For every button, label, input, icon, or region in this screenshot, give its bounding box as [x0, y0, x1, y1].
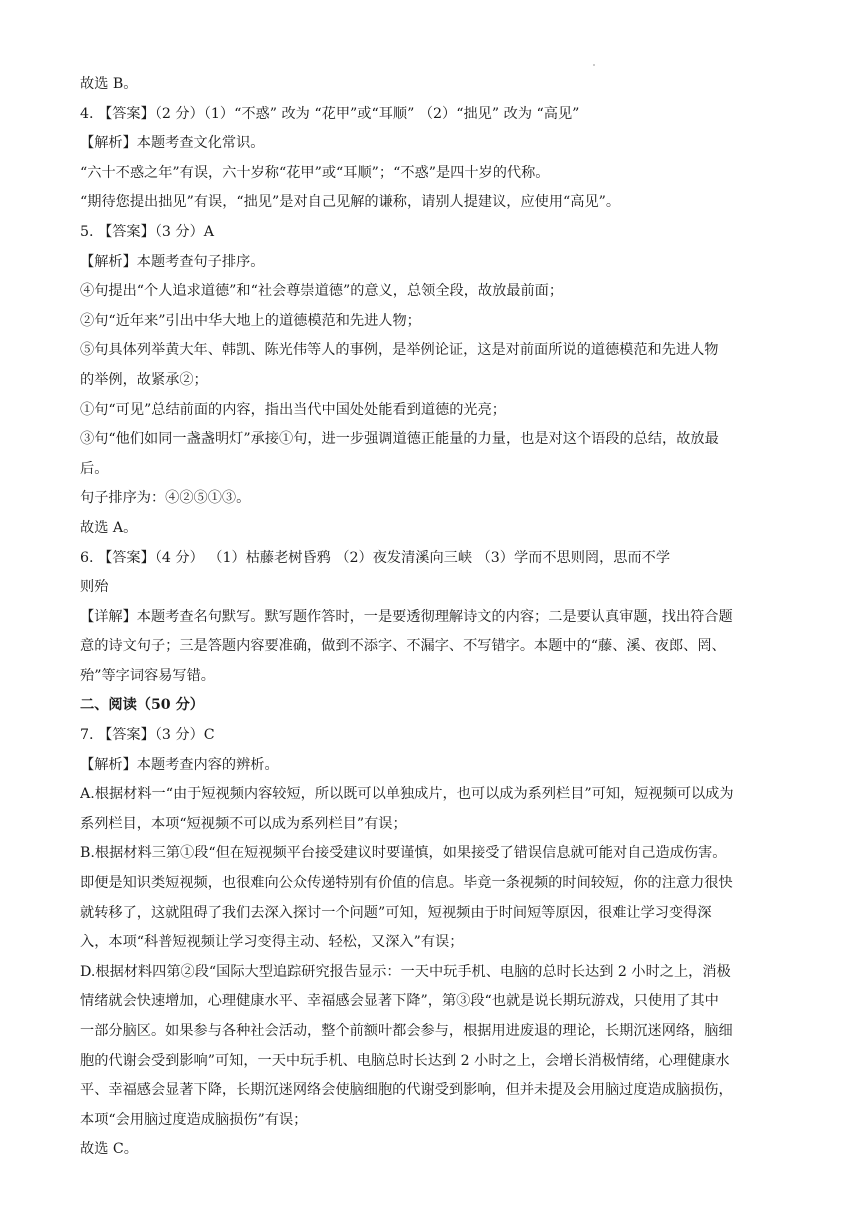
text-line: 的举例，故紧承②； — [80, 371, 208, 388]
text-line: ①句“可见”总结前面的内容，指出当代中国处处能看到道德的光亮； — [80, 401, 506, 418]
text-line: 7. 【答案】（3 分）C — [80, 727, 215, 744]
text-line: 故选 C。 — [80, 1141, 138, 1158]
text-line: 意的诗文句子；三是答题内容要准确，做到不添字、不漏字、不写错字。本题中的“藤、溪、夜郎、罔、 — [80, 638, 726, 655]
text-line: 故选 A。 — [80, 519, 138, 536]
text-line: 后。 — [80, 460, 109, 477]
text-line: 【解析】本题考查句子排序。 — [80, 253, 265, 270]
section-heading: 二、阅读（50 分） — [80, 697, 204, 714]
text-line: 【详解】本题考查名句默写。默写题作答时，一是要透彻理解诗文的内容；二是要认真审题，找出符合题 — [80, 608, 733, 625]
text-line: D.根据材料四第②段“国际大型追踪研究报告显示：一天中玩手机、电脑的总时长达到 2 小时之上，消极 — [80, 963, 731, 980]
text-line: 系列栏目，本项“短视频不可以成为系列栏目”有误； — [80, 815, 407, 832]
document-page — [80, 70, 790, 1165]
text-line: A.根据材料一“由于短视频内容较短，所以既可以单独成片，也可以成为系列栏目”可知，短视频可以成为 — [80, 786, 734, 803]
text-line: 句子排序为：④②⑤①③。 — [80, 490, 251, 507]
text-line: 就转移了，这就阻碍了我们去深入探讨一个问题”可知，短视频由于时间短等原因，很难让学习变得深 — [80, 904, 712, 921]
text-line: 5. 【答案】（3 分）A — [80, 223, 215, 240]
text-line: 入，本项“科普短视频让学习变得主动、轻松，又深入”有误； — [80, 934, 464, 951]
text-line: “六十不惑之年”有误，六十岁称“花甲”或“耳顺”；“不惑”是四十岁的代称。 — [80, 164, 550, 181]
text-line: 本项“会用脑过度造成脑损伤”有误； — [80, 1111, 308, 1128]
text-line: 一部分脑区。如果参与各种社会活动，整个前额叶都会参与，根据用进废退的理论，长期沉迷网络，脑细 — [80, 1023, 733, 1039]
text-line: ②句“近年来”引出中华大地上的道德模范和先进人物； — [80, 312, 421, 329]
text-line: 胞的代谢会受到影响”可知，一天中玩手机、电脑总时长达到 2 小时之上，会增长消极情绪，心理健康水 — [80, 1052, 730, 1069]
text-line: ④句提出“个人追求道德”和“社会尊崇道德”的意义，总领全段，故放最前面； — [80, 283, 564, 300]
text-line: 即便是知识类短视频，也很难向公众传递特别有价值的信息。毕竟一条视频的时间较短，你的注意力很快 — [80, 875, 733, 892]
scan-speck — [593, 64, 595, 66]
text-line: 4. 【答案】（2 分）（1）“不惑” 改为 “花甲”或“耳顺” （2）“拙见” 改为 “高见” — [80, 105, 580, 122]
text-line: 故选 B。 — [80, 76, 138, 92]
text-line: 【解析】本题考查文化常识。 — [80, 135, 265, 152]
text-line: 殆”等字词容易写错。 — [80, 667, 215, 684]
text-line: 情绪就会快速增加，心理健康水平、幸福感会显著下降”，第③段“也就是说长期玩游戏，只使用了其中 — [80, 993, 719, 1010]
text-line: ⑤句具体列举黄大年、韩凯、陈光伟等人的事例，是举例论证，这是对前面所说的道德模范和先进人物 — [80, 342, 719, 359]
text-line: “期待您提出拙见”有误，“拙见”是对自己见解的谦称，请别人提建议，应使用“高见”。 — [80, 194, 621, 211]
text-line: 6. 【答案】（4 分） （1）枯藤老树昏鸦 （2）夜发清溪向三峡 （3）学而不思则罔，思而不学 — [80, 549, 671, 566]
text-line: 则殆 — [80, 579, 109, 596]
text-line: B.根据材料三第①段“但在短视频平台接受建议时要谨慎，如果接受了错误信息就可能对自己造成伤害。 — [80, 845, 727, 862]
text-line: 平、幸福感会显著下降，长期沉迷网络会使脑细胞的代谢受到影响，但并未提及会用脑过度造成脑损伤， — [80, 1082, 733, 1099]
text-line: ③句“他们如同一盏盏明灯”承接①句，进一步强调道德正能量的力量，也是对这个语段的总结，故放最 — [80, 431, 719, 448]
text-line: 【解析】本题考查内容的辨析。 — [80, 756, 279, 773]
